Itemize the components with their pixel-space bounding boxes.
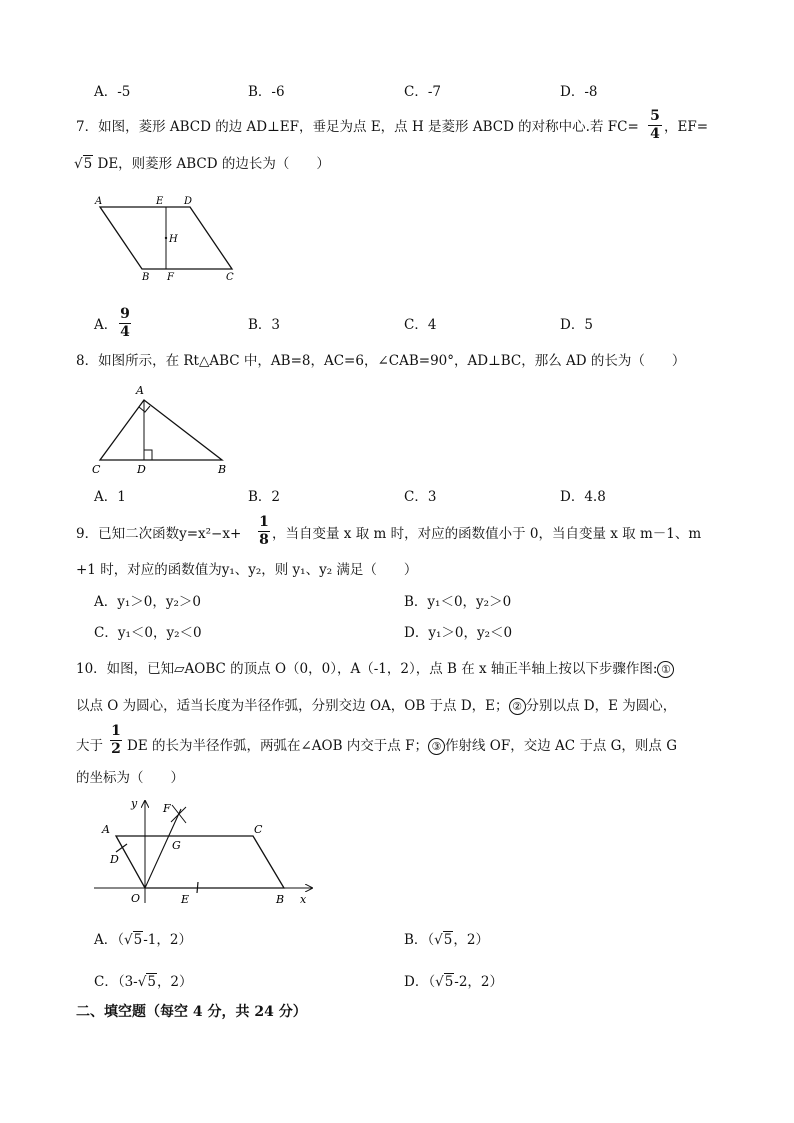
q10-option-a-radicand: 5 [133, 932, 143, 948]
arc-mark-e [197, 882, 198, 893]
q10-denominator: 2 [111, 741, 121, 757]
q10-parallelogram-figure [88, 795, 328, 910]
arc-intersection-f [171, 805, 186, 823]
right-angle-mark-d [144, 450, 152, 460]
q10-stem-line1-text: 10．如图，已知▱AOBC 的顶点 O（0，0），A（-1，2），点 B 在 x 轴正半轴上按以下步骤作图: [76, 661, 658, 677]
label-c: C [226, 272, 234, 282]
q10-option-d-sqrt: √5 [435, 974, 454, 990]
label-d: D [110, 853, 119, 866]
label-c: C [92, 463, 101, 476]
q7-fc-fraction [648, 109, 662, 142]
q8-option-a: A．1 [94, 489, 126, 505]
q7-sqrt-radicand: 5 [83, 156, 93, 172]
q10-fraction [110, 724, 122, 757]
label-f: F [167, 272, 174, 282]
q7-fc-denominator: 4 [650, 126, 660, 142]
label-a: A [95, 196, 103, 207]
q10-option-c [94, 973, 193, 991]
q10-option-b-sqrt: √5 [434, 932, 453, 948]
step-3-marker: ③ [428, 738, 445, 755]
parallelogram-aobc [116, 836, 284, 888]
q10-option-b-prefix: B．（ [404, 932, 435, 948]
q8-option-b: B．2 [248, 489, 281, 505]
q9-fraction [258, 515, 270, 548]
q7-fc-numerator: 5 [650, 108, 660, 124]
q8-stem: 8．如图所示，在 Rt△ABC 中，AB=8，AC=6，∠CAB=90°，AD⊥BC，那么 AD 的长为（ ） [76, 353, 686, 369]
q10-option-a-prefix: A．（ [94, 932, 124, 948]
label-a: A [136, 384, 144, 397]
q7-stem-line1: 7．如图，菱形 ABCD 的边 AD⊥EF，垂足为点 E，点 H 是菱形 ABCD 的对称中心.若 FC= [76, 119, 639, 135]
q7-option-d: D．5 [560, 317, 593, 333]
q7-option-c: C．4 [404, 317, 437, 333]
q10-stem-line2-text-b: 分别以点 D，E 为圆心， [525, 698, 677, 714]
q10-option-d-prefix: D．（ [404, 974, 436, 990]
q7-stem-line2-text: DE，则菱形 ABCD 的边长为（ ） [97, 156, 330, 172]
q10-option-a-sqrt: √5 [124, 932, 143, 948]
q10-option-a-suffix: -1，2） [143, 932, 192, 948]
q10-option-d [404, 973, 503, 991]
label-y: y [131, 797, 138, 810]
q8-option-d: D．4.8 [560, 489, 606, 505]
q10-stem-line3 [127, 737, 677, 755]
q7-stem-ef: ，EF= [664, 119, 709, 135]
q7-stem-line2 [74, 155, 330, 173]
label-x: x [300, 893, 307, 906]
q10-option-a [94, 931, 192, 949]
q10-option-d-suffix: -2，2） [454, 974, 504, 990]
label-a: A [102, 823, 110, 836]
q10-option-c-sqrt: √5 [137, 974, 156, 990]
q9-numerator: 1 [259, 514, 269, 530]
label-b: B [218, 463, 227, 476]
label-e: E [156, 196, 164, 207]
label-g: G [172, 839, 181, 852]
q10-stem-line2 [76, 697, 676, 715]
label-f: F [163, 802, 171, 815]
q6-option-d: D．-8 [560, 84, 598, 100]
q7-option-a-denominator: 4 [120, 324, 130, 340]
label-h: H [169, 234, 178, 245]
label-e: E [181, 893, 190, 906]
label-d: D [137, 463, 146, 476]
q8-triangle-figure [88, 380, 238, 480]
q10-stem-line1 [76, 660, 674, 678]
q10-stem-line3-text-c: 作射线 OF，交边 AC 于点 G，则点 G [444, 738, 678, 754]
label-d: D [184, 196, 193, 207]
triangle-abc [100, 400, 222, 460]
label-c: C [254, 823, 263, 836]
section-2-heading: 二、填空题（每空 4 分，共 24 分） [76, 1004, 307, 1020]
q7-option-a-numerator: 9 [120, 306, 130, 322]
q10-option-b [404, 931, 489, 949]
q10-option-b-suffix: ，2） [453, 932, 489, 948]
q10-option-c-radicand: 5 [147, 974, 156, 990]
q9-option-d: D．y₁＞0，y₂＜0 [404, 625, 513, 641]
q9-stem-line2: +1 时，对应的函数值为y₁、y₂，则 y₁、y₂ 满足（ ） [76, 562, 418, 578]
step-2-marker: ② [509, 698, 526, 715]
point-h [165, 237, 167, 239]
q10-stem-line3-text-b: DE 的长为半径作弧，两弧在∠AOB 内交于点 F； [127, 738, 428, 754]
q7-option-b: B．3 [248, 317, 281, 333]
q7-rhombus-figure [90, 192, 250, 282]
q10-option-c-suffix: ，2） [156, 974, 193, 990]
q10-option-d-radicand: 5 [444, 974, 454, 990]
step-1-marker: ① [657, 661, 674, 678]
q10-stem-line4: 的坐标为（ ） [76, 770, 184, 786]
q9-option-a: A．y₁＞0，y₂＞0 [94, 594, 202, 610]
q9-stem-line1: 9．已知二次函数y=x²−x+ [76, 526, 242, 542]
label-o: O [131, 892, 141, 905]
q7-option-a-prefix: A． [94, 317, 118, 333]
q10-option-c-prefix: C．（3- [94, 974, 138, 990]
q6-option-c: C．-7 [404, 84, 441, 100]
q8-option-c: C．3 [404, 489, 437, 505]
q7-option-a-fraction [119, 307, 131, 340]
q10-stem-line3-start: 大于 [76, 738, 103, 754]
q6-option-a: A．-5 [94, 84, 131, 100]
q6-option-b: B．-6 [248, 84, 285, 100]
q9-denominator: 8 [259, 532, 269, 548]
q10-stem-line2-text-a: 以点 O 为圆心，适当长度为半径作弧，分别交边 OA，OB 于点 D，E； [76, 698, 509, 714]
q10-numerator: 1 [111, 723, 121, 739]
q9-stem-line1-rest: ，当自变量 x 取 m 时，对应的函数值小于 0，当自变量 x 取 m－1、m [272, 526, 702, 542]
q9-option-c: C．y₁＜0，y₂＜0 [94, 625, 202, 641]
q10-option-b-radicand: 5 [443, 932, 453, 948]
q7-sqrt: √5 [74, 156, 93, 172]
label-b: B [276, 893, 285, 906]
q9-option-b: B．y₁＜0，y₂＞0 [404, 594, 512, 610]
label-b: B [142, 272, 150, 282]
